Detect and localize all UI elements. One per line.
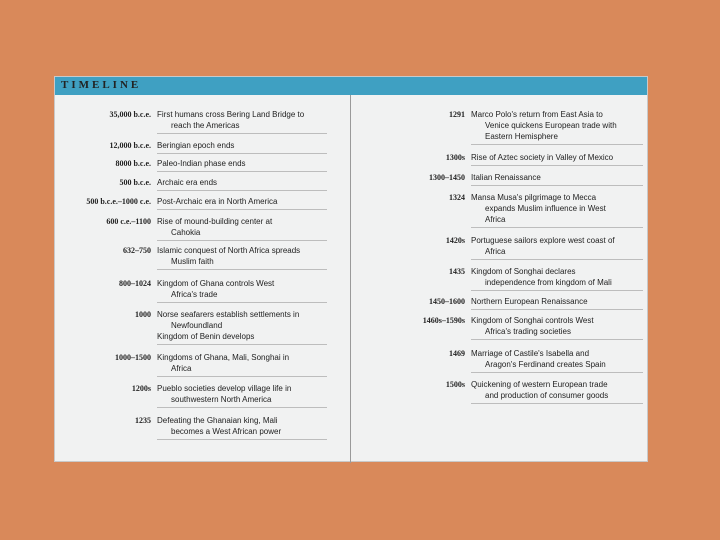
timeline-event-line: First humans cross Bering Land Bridge to: [157, 110, 305, 119]
timeline-date: 632–750: [123, 246, 151, 255]
timeline-event-line: Africa's trade: [171, 290, 218, 299]
timeline-event: [157, 177, 327, 191]
timeline-event-line: Italian Renaissance: [471, 173, 541, 182]
timeline-event-line: Africa: [485, 247, 506, 256]
timeline-event: [157, 415, 327, 440]
timeline-event-line: Archaic era ends: [157, 178, 218, 187]
timeline-event: [157, 309, 327, 345]
timeline-event: [157, 216, 327, 241]
timeline-event-line: Kingdom of Ghana controls West: [157, 279, 275, 288]
timeline-event-line: becomes a West African power: [171, 427, 282, 436]
timeline-event: [157, 383, 327, 408]
timeline-event-line: Pueblo societies develop village life in: [157, 384, 292, 393]
timeline-event: [471, 348, 643, 373]
timeline-event-line: Rise of Aztec society in Valley of Mexico: [471, 153, 614, 162]
timeline-event: [157, 352, 327, 377]
timeline-event: [157, 109, 327, 134]
timeline-event-line: Islamic conquest of North Africa spreads: [157, 246, 301, 255]
timeline-date: 1324: [449, 193, 465, 202]
timeline-event-line: reach the Americas: [171, 121, 240, 130]
timeline-event: [157, 196, 327, 210]
timeline-date: 1000–1500: [115, 353, 151, 362]
timeline-event: [471, 315, 643, 340]
timeline-event: [471, 172, 643, 186]
timeline-date: 8000 b.c.e.: [115, 159, 151, 168]
timeline-event: [157, 140, 327, 154]
timeline-date: 500 b.c.e.: [119, 178, 151, 187]
timeline-date: 1469: [449, 349, 465, 358]
timeline-event-line: Kingdom of Benin develops: [157, 332, 255, 341]
timeline-event: [471, 379, 643, 404]
timeline-event: [157, 158, 327, 172]
timeline-event-line: Kingdom of Songhai declares: [471, 267, 576, 276]
timeline-event-line: Africa's trading societies: [485, 327, 572, 336]
timeline-date: 1420s: [445, 236, 465, 245]
timeline-event: [471, 152, 643, 166]
timeline-date: 1300s: [445, 153, 465, 162]
timeline-event-line: Africa: [171, 364, 192, 373]
timeline-event-line: Marriage of Castile's Isabella and: [471, 349, 590, 358]
timeline-event-line: Rise of mound-building center at: [157, 217, 273, 226]
timeline-event-line: independence from kingdom of Mali: [485, 278, 612, 287]
timeline-event-line: Quickening of western European trade: [471, 380, 608, 389]
timeline-event-line: expands Muslim influence in West: [485, 204, 606, 213]
timeline-event-line: Kingdom of Songhai controls West: [471, 316, 594, 325]
timeline-date: 800–1024: [119, 279, 151, 288]
timeline-event-line: Newfoundland: [171, 321, 223, 330]
timeline-date: 1500s: [445, 380, 465, 389]
column-divider: [350, 95, 351, 463]
timeline-date: 1235: [135, 416, 151, 425]
timeline-event-line: Kingdoms of Ghana, Mali, Songhai in: [157, 353, 290, 362]
timeline-event: [471, 109, 643, 145]
timeline-event: [471, 266, 643, 291]
timeline-event-line: Aragon's Ferdinand creates Spain: [485, 360, 606, 369]
timeline-date: 1200s: [131, 384, 151, 393]
timeline-event-line: Cahokia: [171, 228, 201, 237]
timeline-date: 12,000 b.c.e.: [109, 141, 151, 150]
timeline-event-line: Marco Polo's return from East Asia to: [471, 110, 603, 119]
timeline-event-line: Venice quickens European trade with: [485, 121, 617, 130]
timeline-event: [471, 192, 643, 228]
timeline-date: 1291: [449, 110, 465, 119]
timeline-event: [157, 245, 327, 270]
timeline-date: 1460s–1590s: [422, 316, 465, 325]
timeline-event-line: Paleo-Indian phase ends: [157, 159, 246, 168]
timeline-date: 1300–1450: [429, 173, 465, 182]
timeline-event-line: Norse seafarers establish settlements in: [157, 310, 300, 319]
timeline-event: [471, 296, 643, 310]
timeline-header: [55, 77, 647, 95]
timeline-date: 35,000 b.c.e.: [109, 110, 151, 119]
timeline-title: TIMELINE: [61, 79, 142, 91]
timeline-event-line: Beringian epoch ends: [157, 141, 235, 150]
timeline-date: 1000: [135, 310, 151, 319]
timeline-event-line: Mansa Musa's pilgrimage to Mecca: [471, 193, 597, 202]
timeline-date: 500 b.c.e.–1000 c.e.: [86, 197, 151, 206]
timeline-event-line: Muslim faith: [171, 257, 214, 266]
timeline-event-line: southwestern North America: [171, 395, 272, 404]
timeline-event-line: Defeating the Ghanaian king, Mali: [157, 416, 278, 425]
timeline-date: 1435: [449, 267, 465, 276]
timeline-event-line: Post-Archaic era in North America: [157, 197, 278, 206]
timeline-event-line: and production of consumer goods: [485, 391, 609, 400]
timeline-event-line: Africa: [485, 215, 506, 224]
timeline-date: 1450–1600: [429, 297, 465, 306]
timeline-event: [471, 235, 643, 260]
timeline-event-line: Eastern Hemisphere: [485, 132, 558, 141]
timeline-event-line: Northern European Renaissance: [471, 297, 588, 306]
timeline-event: [157, 278, 327, 303]
timeline-panel: [54, 76, 648, 462]
timeline-date: 600 c.e.–1100: [106, 217, 151, 226]
timeline-event-line: Portuguese sailors explore west coast of: [471, 236, 615, 245]
